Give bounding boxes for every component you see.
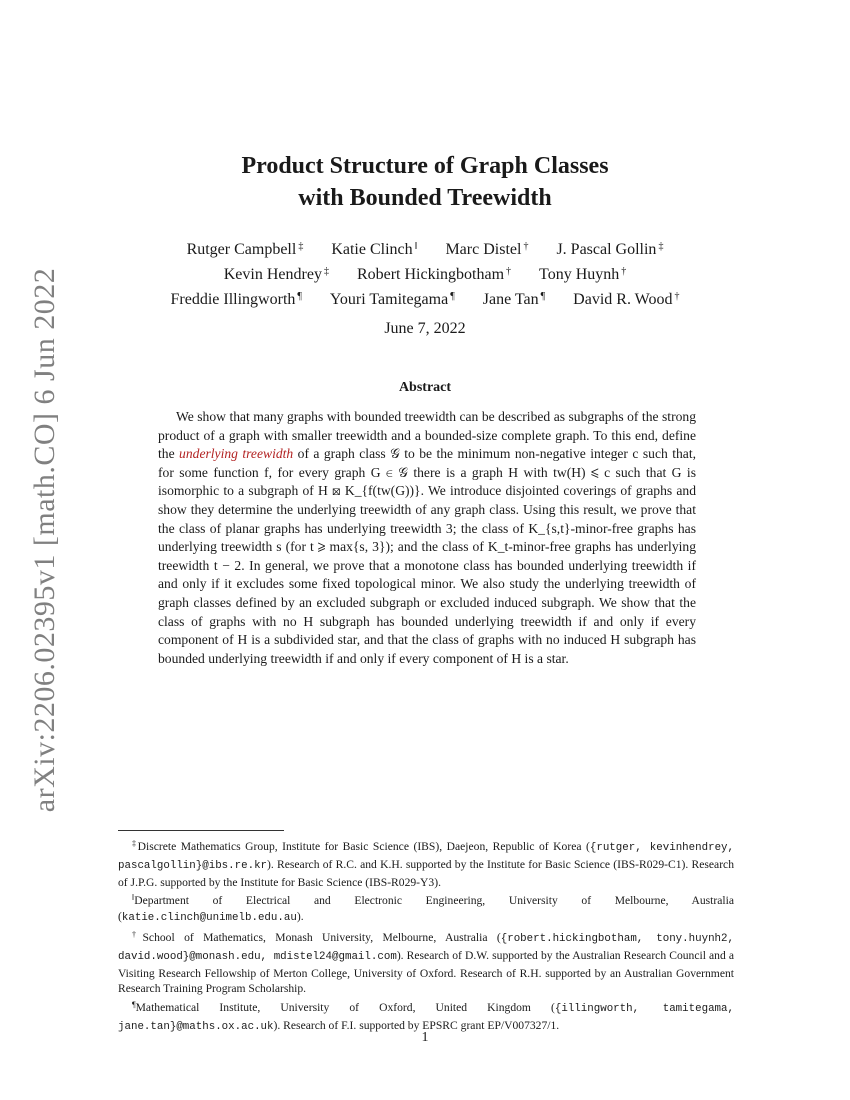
footnote-melbourne: ‖Department of Electrical and Electronic Engineering, University of Melbourne, Australia (katie.clinch@unimelb.edu.au). (118, 893, 734, 925)
footnotes (118, 836, 734, 1036)
author: Marc Distel † (445, 241, 529, 258)
title-line-1: Product Structure of Graph Classes (241, 153, 609, 179)
abstract-heading: Abstract (398, 380, 452, 395)
email-link[interactable]: {rutger, kevinhendrey, pascalgollin}@ibs.re.kr (118, 842, 735, 872)
author-row (0, 261, 850, 286)
author: Freddie Illingworth ¶ (170, 291, 302, 308)
author-list (0, 236, 850, 311)
title-line-2: with Bounded Treewidth (298, 185, 552, 211)
author: Robert Hickingbotham † (356, 266, 512, 283)
email-link[interactable]: {illingworth, tamitegama, jane.tan}@maths.ox.ac.uk (118, 1003, 734, 1033)
author: Youri Tamitegama ¶ (329, 291, 455, 308)
footnote-ibs: ‡Discrete Mathematics Group, Institute for Basic Science (IBS), Daejeon, Republic of Korea ({rutger, kevinhendrey, pascalgollin}@ibs.re.kr). Research of R.C. and K.H. supported by the Institute for Basic Science (IBS-R029-C1). Research of J.P.G. supported by the Institute for Basic Science (IBS-R029-Y3). (118, 839, 735, 889)
author: Jane Tan ¶ (482, 291, 546, 308)
email-link[interactable]: {robert.hickingbotham, tony.huynh2, david.wood}@monash.edu, mdistel24@gmail.com (118, 932, 734, 963)
author: Rutger Campbell ‡ (186, 241, 304, 258)
author-row (0, 236, 850, 261)
email-link[interactable]: katie.clinch@unimelb.edu.au (121, 912, 297, 925)
author: Tony Huynh † (539, 266, 627, 283)
author: Kevin Hendrey ‡ (223, 266, 329, 283)
underlying-treewidth-link[interactable]: underlying treewidth (179, 446, 294, 462)
footnote-monash: †School of Mathematics, Monash University, Melbourne, Australia ({robert.hickingbotham, tony.huynh2, david.wood}@monash.edu, mdistel24@gmail.com). Research of D.W. supported by the Australian Research Council and a Visiting Research Fellowship of Merton College, University of Oxford. Research of R.H. supported by an Australian Government Research Training Program Scholarship. (118, 929, 734, 996)
footnote-oxford: ¶Mathematical Institute, University of Oxford, United Kingdom ({illingworth, tamitegama, jane.tan}@maths.ox.ac.uk). Research of F.I. supported by EPSRC grant EP/V007327/1. (118, 1000, 734, 1033)
abstract-text: We show that many graphs with bounded treewidth can be described as subgraphs of the strong product of a graph with smaller treewidth and a bounded-size complete graph. To this end, define the underlying treewidth of a graph class 𝒢 to be the minimum non-negative integer c such that, for some function f, for every graph G ∈ 𝒢 there is a graph H with tw(H) ⩽ c such that G is isomorphic to a subgraph of H ⊠ K_{f(tw(G))}. We introduce disjointed coverings of graphs and show they determine the underlying treewidth of any graph class. Using this result, we prove that the class of planar graphs has underlying treewidth 3; the class of K_{s,t}-minor-free graphs has underlying treewidth s (for t ⩾ max{s, 3}); and the class of K_t-minor-free graphs has underlying treewidth t − 2. In general, we prove that a monotone class has bounded underlying treewidth if and only if it excludes some fixed topological minor. We also study the underlying treewidth of graph classes defined by an excluded subgraph or excluded induced subgraph. We show that the class of graphs with no H subgraph has bounded underlying treewidth if and only if every component of H is a subdivided star, and that the class of graphs with no induced H subgraph has bounded underlying treewidth if and only if every component of H is a star. (158, 409, 696, 666)
publication-date: June 7, 2022 (384, 320, 466, 337)
author-row (0, 286, 850, 311)
page-number: 1 (421, 1030, 429, 1045)
arxiv-side-identifier[interactable]: arXiv:2206.02395v1 [math.CO] 6 Jun 2022 (28, 267, 61, 813)
author: Katie Clinch ‖ (331, 241, 418, 258)
paper-title (0, 150, 850, 214)
author: David R. Wood † (573, 291, 680, 308)
author: J. Pascal Gollin ‡ (556, 241, 664, 258)
footnote-divider (118, 830, 284, 831)
